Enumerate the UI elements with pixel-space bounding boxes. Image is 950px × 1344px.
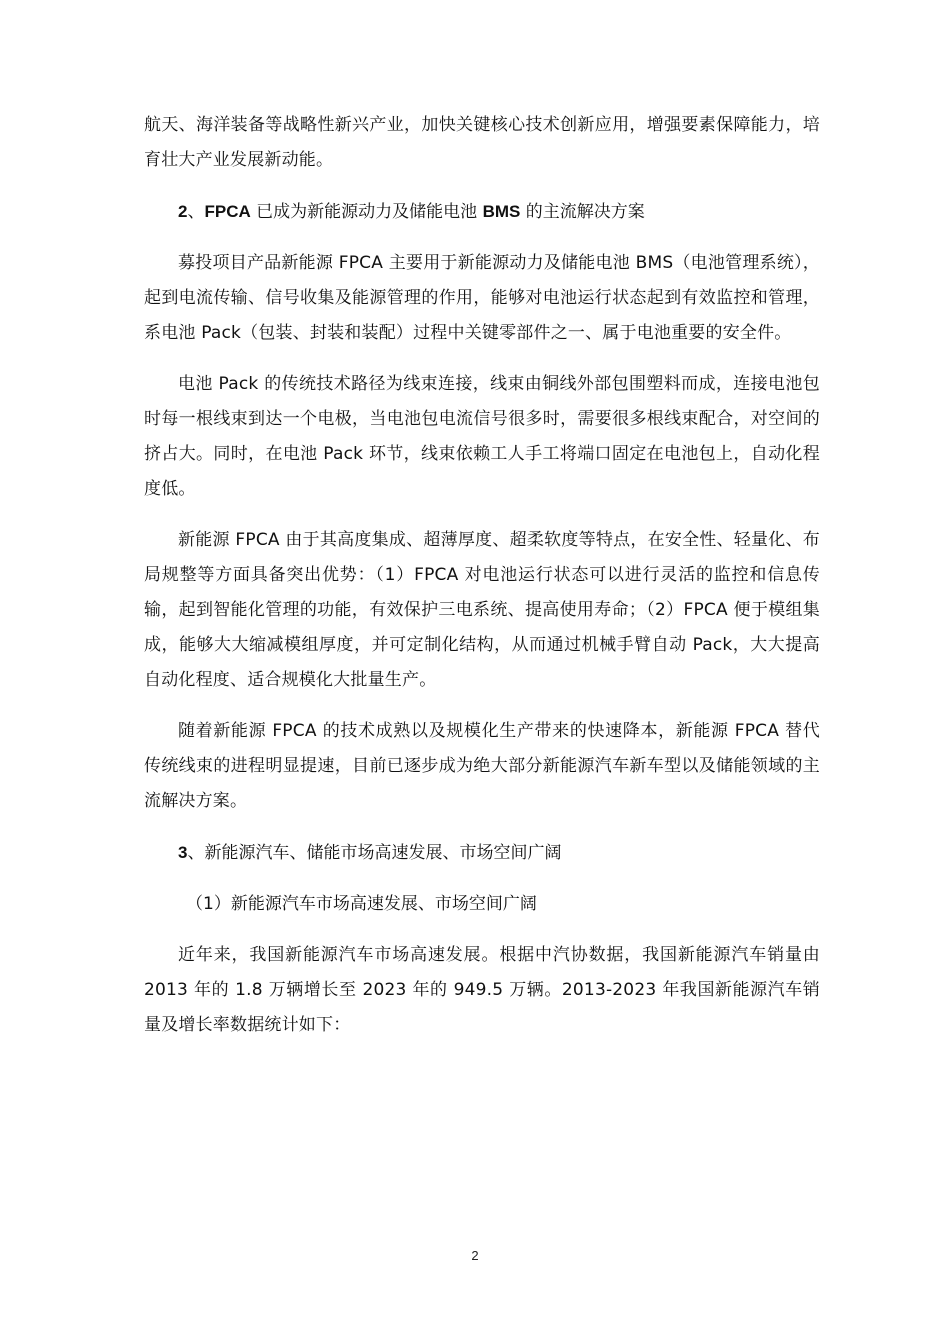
subsection-heading: （1）新能源汽车市场高速发展、市场空间广阔 xyxy=(186,894,537,914)
heading-bold-term: FPCA xyxy=(204,202,251,221)
heading-number: 2 xyxy=(178,202,188,221)
section-heading-2 xyxy=(144,194,820,230)
page-content xyxy=(144,108,820,1059)
paragraph: 新能源 FPCA 由于其高度集成、超薄厚度、超柔软度等特点，在安全性、轻量化、布局规整等方面具备突出优势：（1）FPCA 对电池运行状态可以进行灵活的监控和信息传输，起到智能化管理的功能，有效保护三电系统、提高使用寿命；（2）FPCA 便于模组集成，能够大大缩减模组厚度，并可定制化结构，从而通过机械手臂自动 Pack，大大提高自动化程度、适合规模化大批量生产。 xyxy=(144,530,820,690)
heading-text-part: 、 xyxy=(187,202,205,222)
paragraph: 近年来，我国新能源汽车市场高速发展。根据中汽协数据，我国新能源汽车销量由 2013 年的 1.8 万辆增长至 2023 年的 949.5 万辆。2013-2023 年我国新能源汽车销量及增长率数据统计如下： xyxy=(144,945,820,1035)
paragraph: 募投项目产品新能源 FPCA 主要用于新能源动力及储能电池 BMS（电池管理系统），起到电流传输、信号收集及能源管理的作用，能够对电池运行状态起到有效监控和管理，系电池 Pack（包装、封装和装配）过程中关键零部件之一、属于电池重要的安全件。 xyxy=(144,253,820,343)
paragraph: 电池 Pack 的传统技术路径为线束连接，线束由铜线外部包围塑料而成，连接电池包时每一根线束到达一个电极，当电池包电流信号很多时，需要很多根线束配合，对空间的挤占大。同时，在电池 Pack 环节，线束依赖工人手工将端口固定在电池包上，自动化程度低。 xyxy=(144,374,820,499)
heading-text-part: 已成为新能源动力及储能电池 xyxy=(250,202,483,222)
heading-bold-term: BMS xyxy=(482,202,521,221)
paragraph-continued: 航天、海洋装备等战略性新兴产业，加快关键核心技术创新应用，增强要素保障能力，培育壮大产业发展新动能。 xyxy=(144,115,820,170)
heading-text-part: 的主流解决方案 xyxy=(520,202,645,222)
page-number: 2 xyxy=(471,1248,479,1263)
heading-text-part: 、新能源汽车、储能市场高速发展、市场空间广阔 xyxy=(187,843,562,863)
paragraph: 随着新能源 FPCA 的技术成熟以及规模化生产带来的快速降本，新能源 FPCA 替代传统线束的进程明显提速，目前已逐步成为绝大部分新能源汽车新车型以及储能领域的主流解决方案。 xyxy=(144,721,820,811)
heading-number: 3 xyxy=(178,843,188,862)
section-heading-3 xyxy=(144,835,820,871)
